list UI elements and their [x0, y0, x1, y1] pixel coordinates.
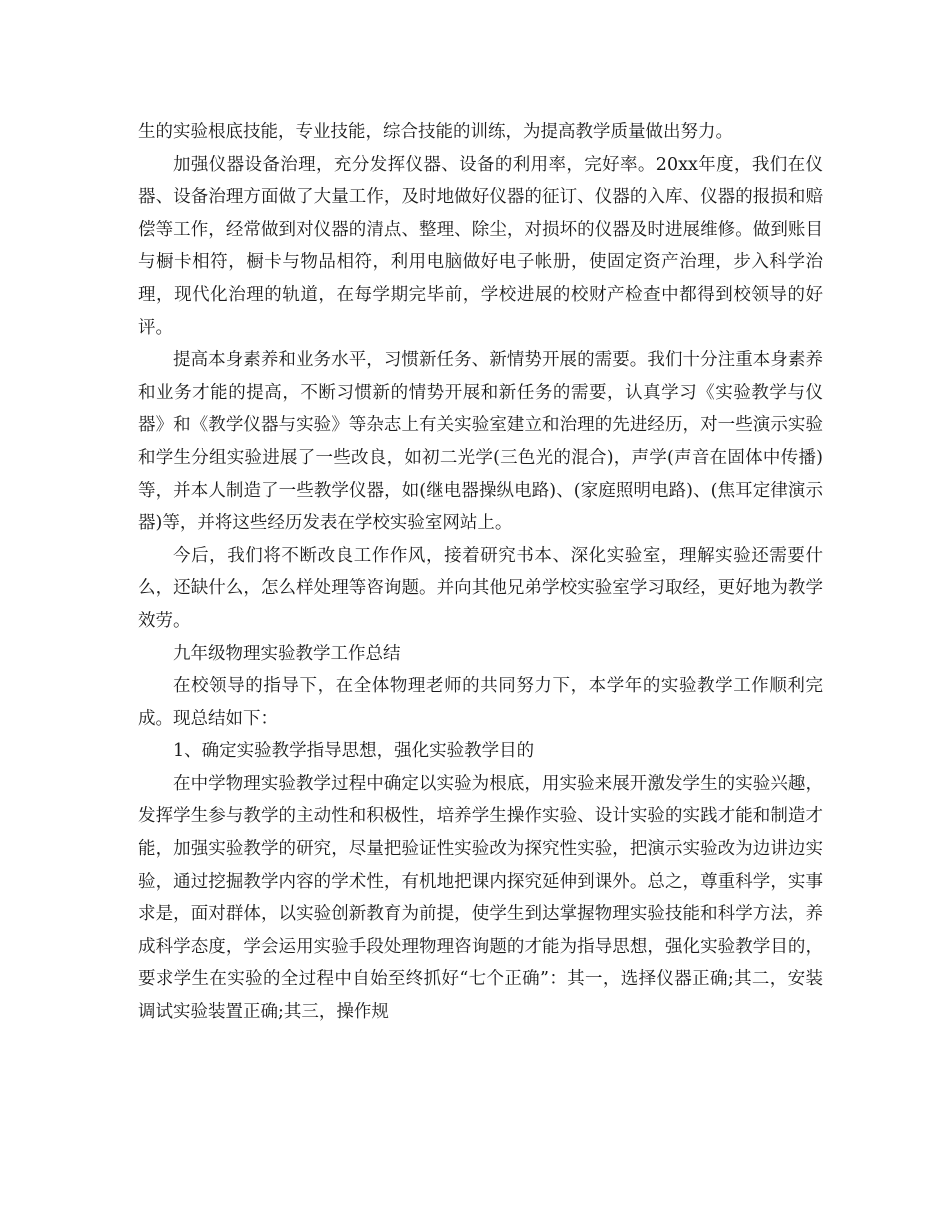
paragraph-equipment-management: 加强仪器设备治理，充分发挥仪器、设备的利用率，完好率。20xx年度，我们在仪器、设备治理方面做了大量工作，及时地做好仪器的征订、仪器的入库、仪器的报损和赔偿等工作，经常做到对仪器的清点、整理、除尘，对损坏的仪器及时进展维修。做到账目与橱卡相符，橱卡与物品相符，利用电脑做好电子帐册，使固定资产治理，步入科学治理，现代化治理的轨道，在每学期完毕前，学校进展的校财产检查中都得到校领导的好评。 [138, 154, 823, 338]
document-body [138, 116, 823, 1029]
section-heading-1: 1、确定实验教学指导思想，强化实验教学目的 [173, 741, 535, 762]
paragraph-future-plans: 今后，我们将不断改良工作作风，接着研究书本、深化实验室，理解实验还需要什么，还缺什么，怎么样处理等咨询题。并向其他兄弟学校实验室学习取经，更好地为教学效劳。 [138, 545, 823, 631]
paragraph-intro: 在校领导的指导下，在全体物理老师的共同努力下，本学年的实验教学工作顺利完成。现总结如下： [138, 676, 823, 729]
paragraph-self-improvement: 提高本身素养和业务水平，习惯新任务、新情势开展的需要。我们十分注重本身素养和业务才能的提高，不断习惯新的情势开展和新任务的需要，认真学习《实验教学与仪器》和《教学仪器与实验》等杂志上有关实验室建立和治理的先进经历，对一些演示实验和学生分组实验进展了一些改良，如初二光学(三色光的混合)，声学(声音在固体中传播)等，并本人制造了一些教学仪器，如(继电器操纵电路)、(家庭照明电路)、(焦耳定律演示器)等，并将这些经历发表在学校实验室网站上。 [138, 350, 823, 534]
section-title: 九年级物理实验教学工作总结 [173, 643, 401, 664]
paragraph-guiding-ideas: 在中学物理实验教学过程中确定以实验为根底，用实验来展开激发学生的实验兴趣，发挥学生参与教学的主动性和积极性，培养学生操作实验、设计实验的实践才能和制造才能，加强实验教学的研究，尽量把验证性实验改为探究性实验，把演示实验改为边讲边实验，通过挖掘教学内容的学术性，有机地把课内探究延伸到课外。总之，尊重科学，实事求是，面对群体，以实验创新教育为前提，使学生到达掌握物理实验技能和科学方法，养成科学态度，学会运用实验手段处理物理咨询题的才能为指导思想，强化实验教学目的，要求学生在实验的全过程中自始至终抓好“七个正确”：其一，选择仪器正确;其二，安装调试实验装置正确;其三，操作规 [138, 773, 823, 1023]
paragraph-continuation: 生的实验根底技能，专业技能，综合技能的训练，为提高教学质量做出努力。 [138, 122, 733, 142]
